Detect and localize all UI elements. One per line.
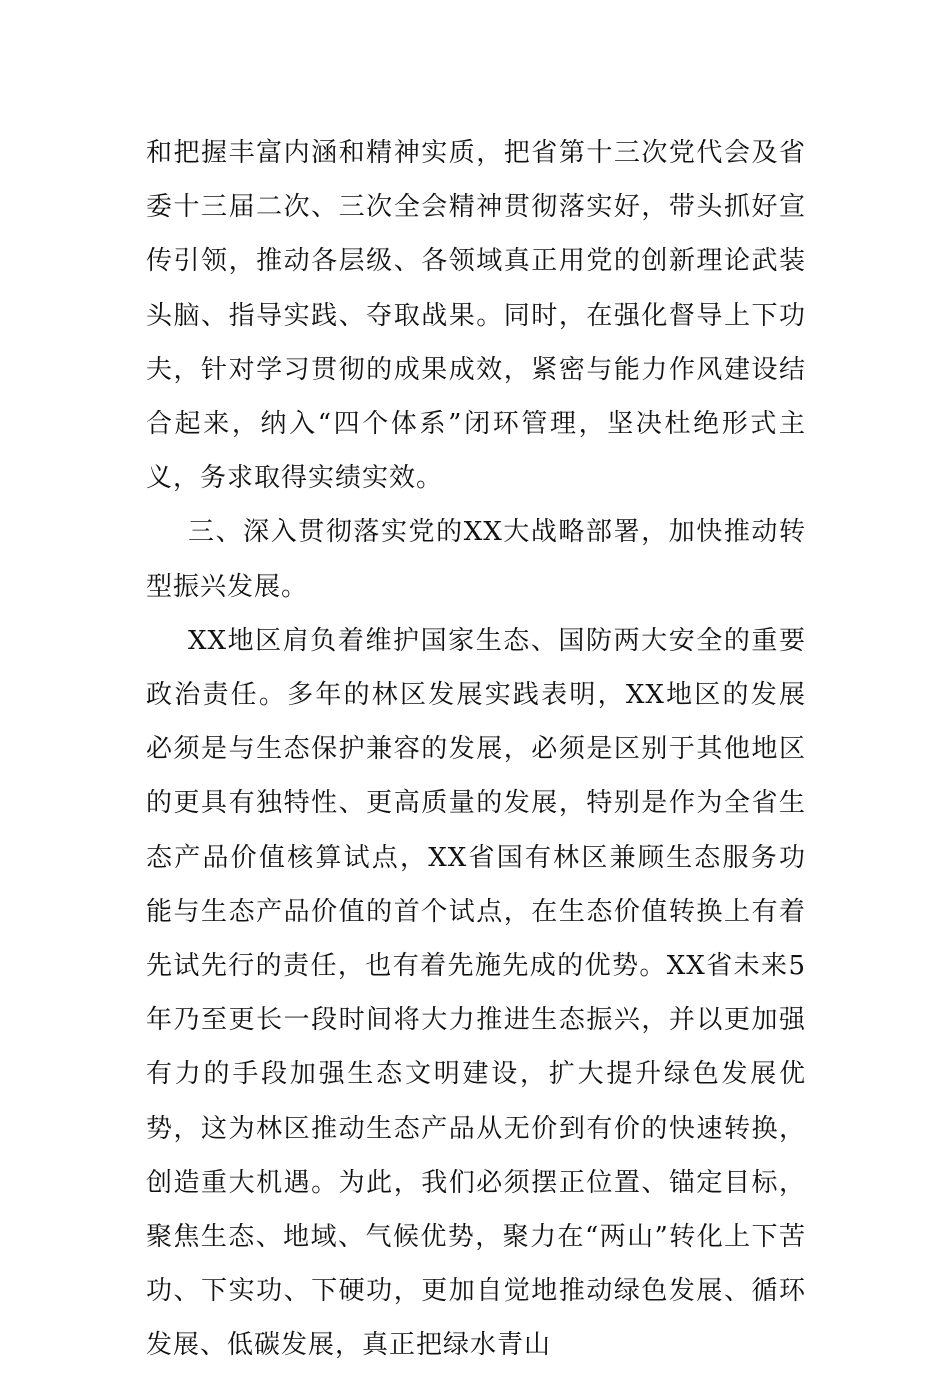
paragraph-body: XX地区肩负着维护国家生态、国防两大安全的重要政治责任。多年的林区发展实践表明，XX地区的发展必须是与生态保护兼容的发展，必须是区别于其他地区的更具有独特性、更高质量的发展，特别是作为全省生态产品价值核算试点，XX省国有林区兼顾生态服务功能与生态产品价值的首个试点，在生态价值转换上有着先试先行的责任，也有着先施先成的优势。XX省未来5年乃至更长一段时间将大力推进生态振兴，并以更加强有力的手段加强生态文明建设，扩大提升绿色发展优势，这为林区推动生态产品从无价到有价的快速转换，创造重大机遇。为此，我们必须摆正位置、锚定目标，聚焦生态、地域、气候优势，聚力在“两山”转化上下苦功、下实功、下硬功，更加自觉地推动绿色发展、循环发展、低碳发展，真正把绿水青山	[146, 625, 806, 1361]
section-heading-three: 三、深入贯彻落实党的XX大战略部署，加快推动转型振兴发展。	[146, 517, 806, 602]
paragraph-continuation: 和把握丰富内涵和精神实质，把省第十三次党代会及省委十三届二次、三次全会精神贯彻落实好，带头抓好宣传引领，推动各层级、各领域真正用党的创新理论武装头脑、指导实践、夺取战果。同时，在强化督导上下功夫，针对学习贯彻的成果成效，紧密与能力作风建设结合起来，纳入“四个体系”闭环管理，坚决杜绝形式主义，务求取得实绩实效。	[146, 138, 806, 494]
document-body	[146, 126, 806, 1373]
